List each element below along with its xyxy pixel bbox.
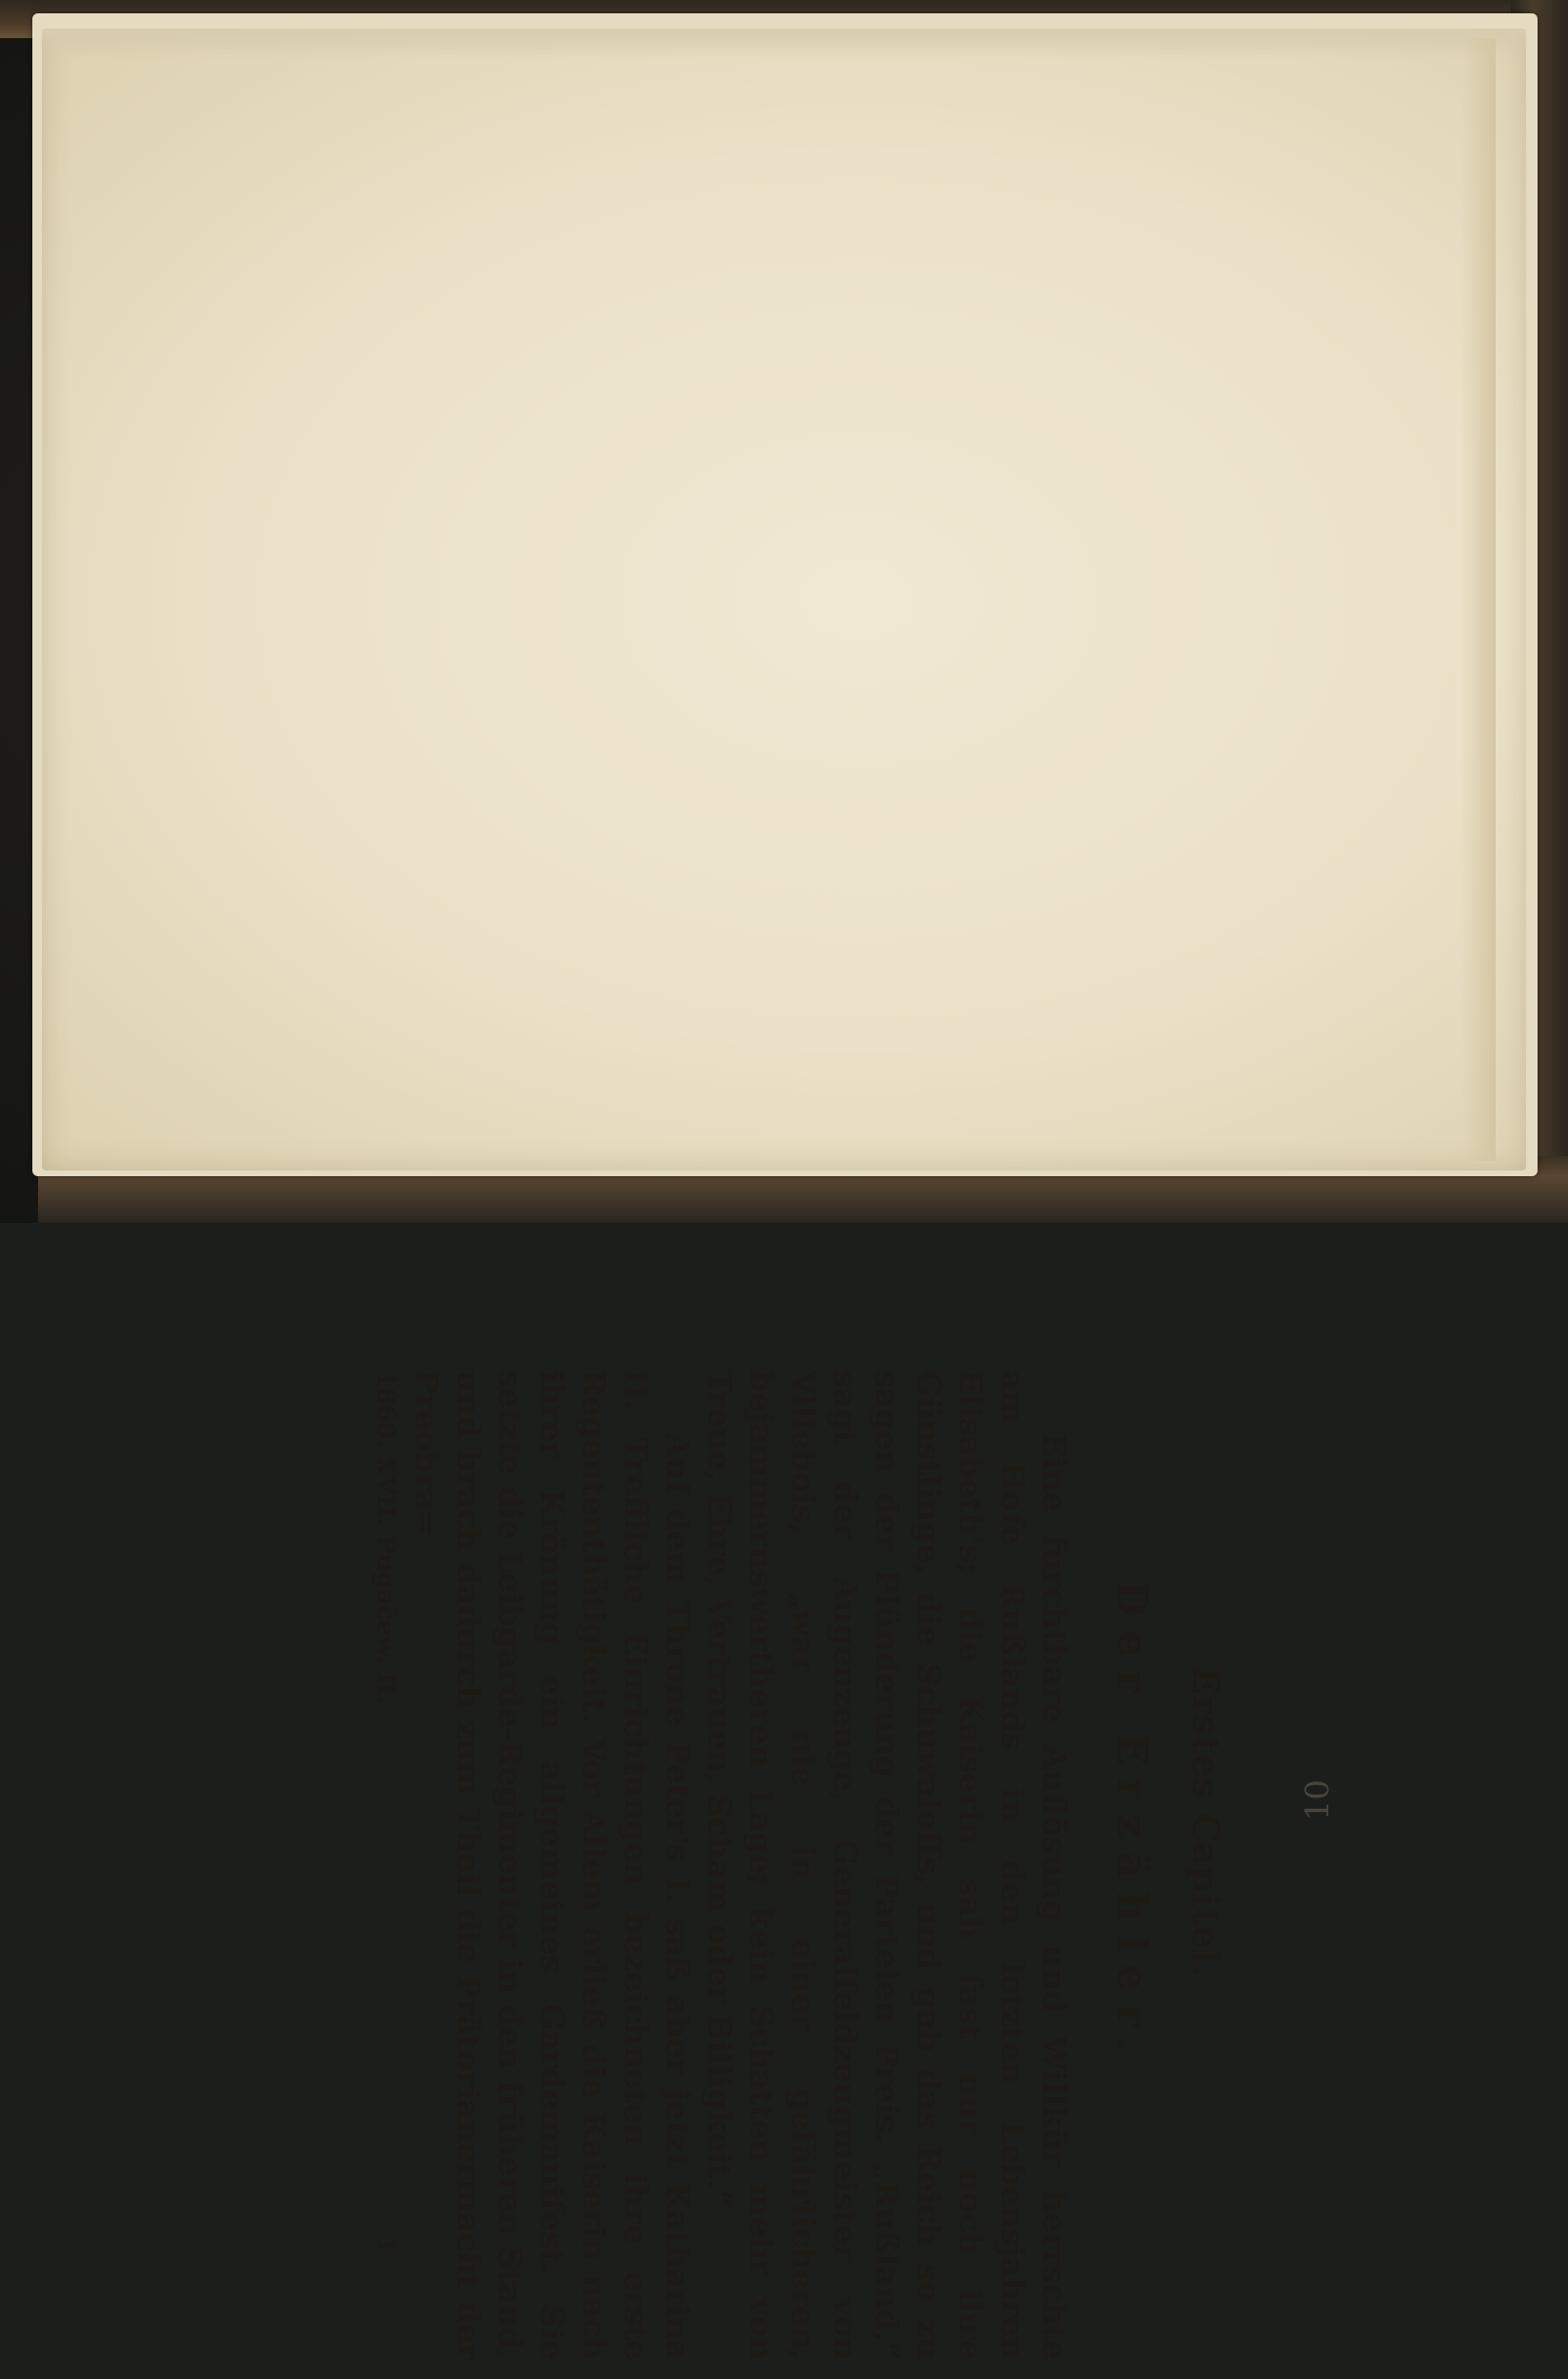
book-page xyxy=(42,29,1526,1170)
story-title: Der Erzähler. xyxy=(1107,1580,1156,2065)
rotated-page-content xyxy=(152,1266,1389,2379)
footer-sheet-number: 1 xyxy=(371,2236,400,2254)
chapter-title: Erstes Capitel. xyxy=(1185,1666,1227,1978)
page-edge xyxy=(1461,38,1496,1161)
footer-signature: 1860. XVII. Pugačew. II. xyxy=(371,1370,400,1704)
text-block xyxy=(152,1266,1389,2379)
paragraph-1: Eine furchtbare Auflösung und Willkür herrschte am Hofe Rußlands in den letzten Lebensjahren Elisabeth's; die Kaiserin sah fast nur noch ihre Günstlinge, die Schuwaloffs, und gab das Reich so zu sagen der Plünderung der Parteien Preis. „Rußland,“ sagt der Augenzeuge, Generalfeldzeugmeister von Villebois, „war nie in einer gefährlicheren, bejammernswertheren Lage; kein Schatten mehr von Treue, Ehre, Vertrauen, Scham oder Billigkeit.“ xyxy=(701,1370,1073,2360)
paragraph-2: Auf dem Throne Peter's I. saß aber jetzt Katharina II. Treffliche Einrichtungen bezeichneten ihre erste Regententhätigkeit. Vor Allem erließ die Kaiserin nach ihrer Krönung ein allgemeines Gardemanifest. Sie setzte die Leibgarde-Regimenter in den früheren Stand, und brach dadurch zum Theil die Prätorianermacht der Preobra= xyxy=(408,1370,696,2360)
page-fold xyxy=(42,29,1526,57)
body-text xyxy=(405,1370,1075,2360)
page-number: 10 xyxy=(1299,1779,1337,1821)
